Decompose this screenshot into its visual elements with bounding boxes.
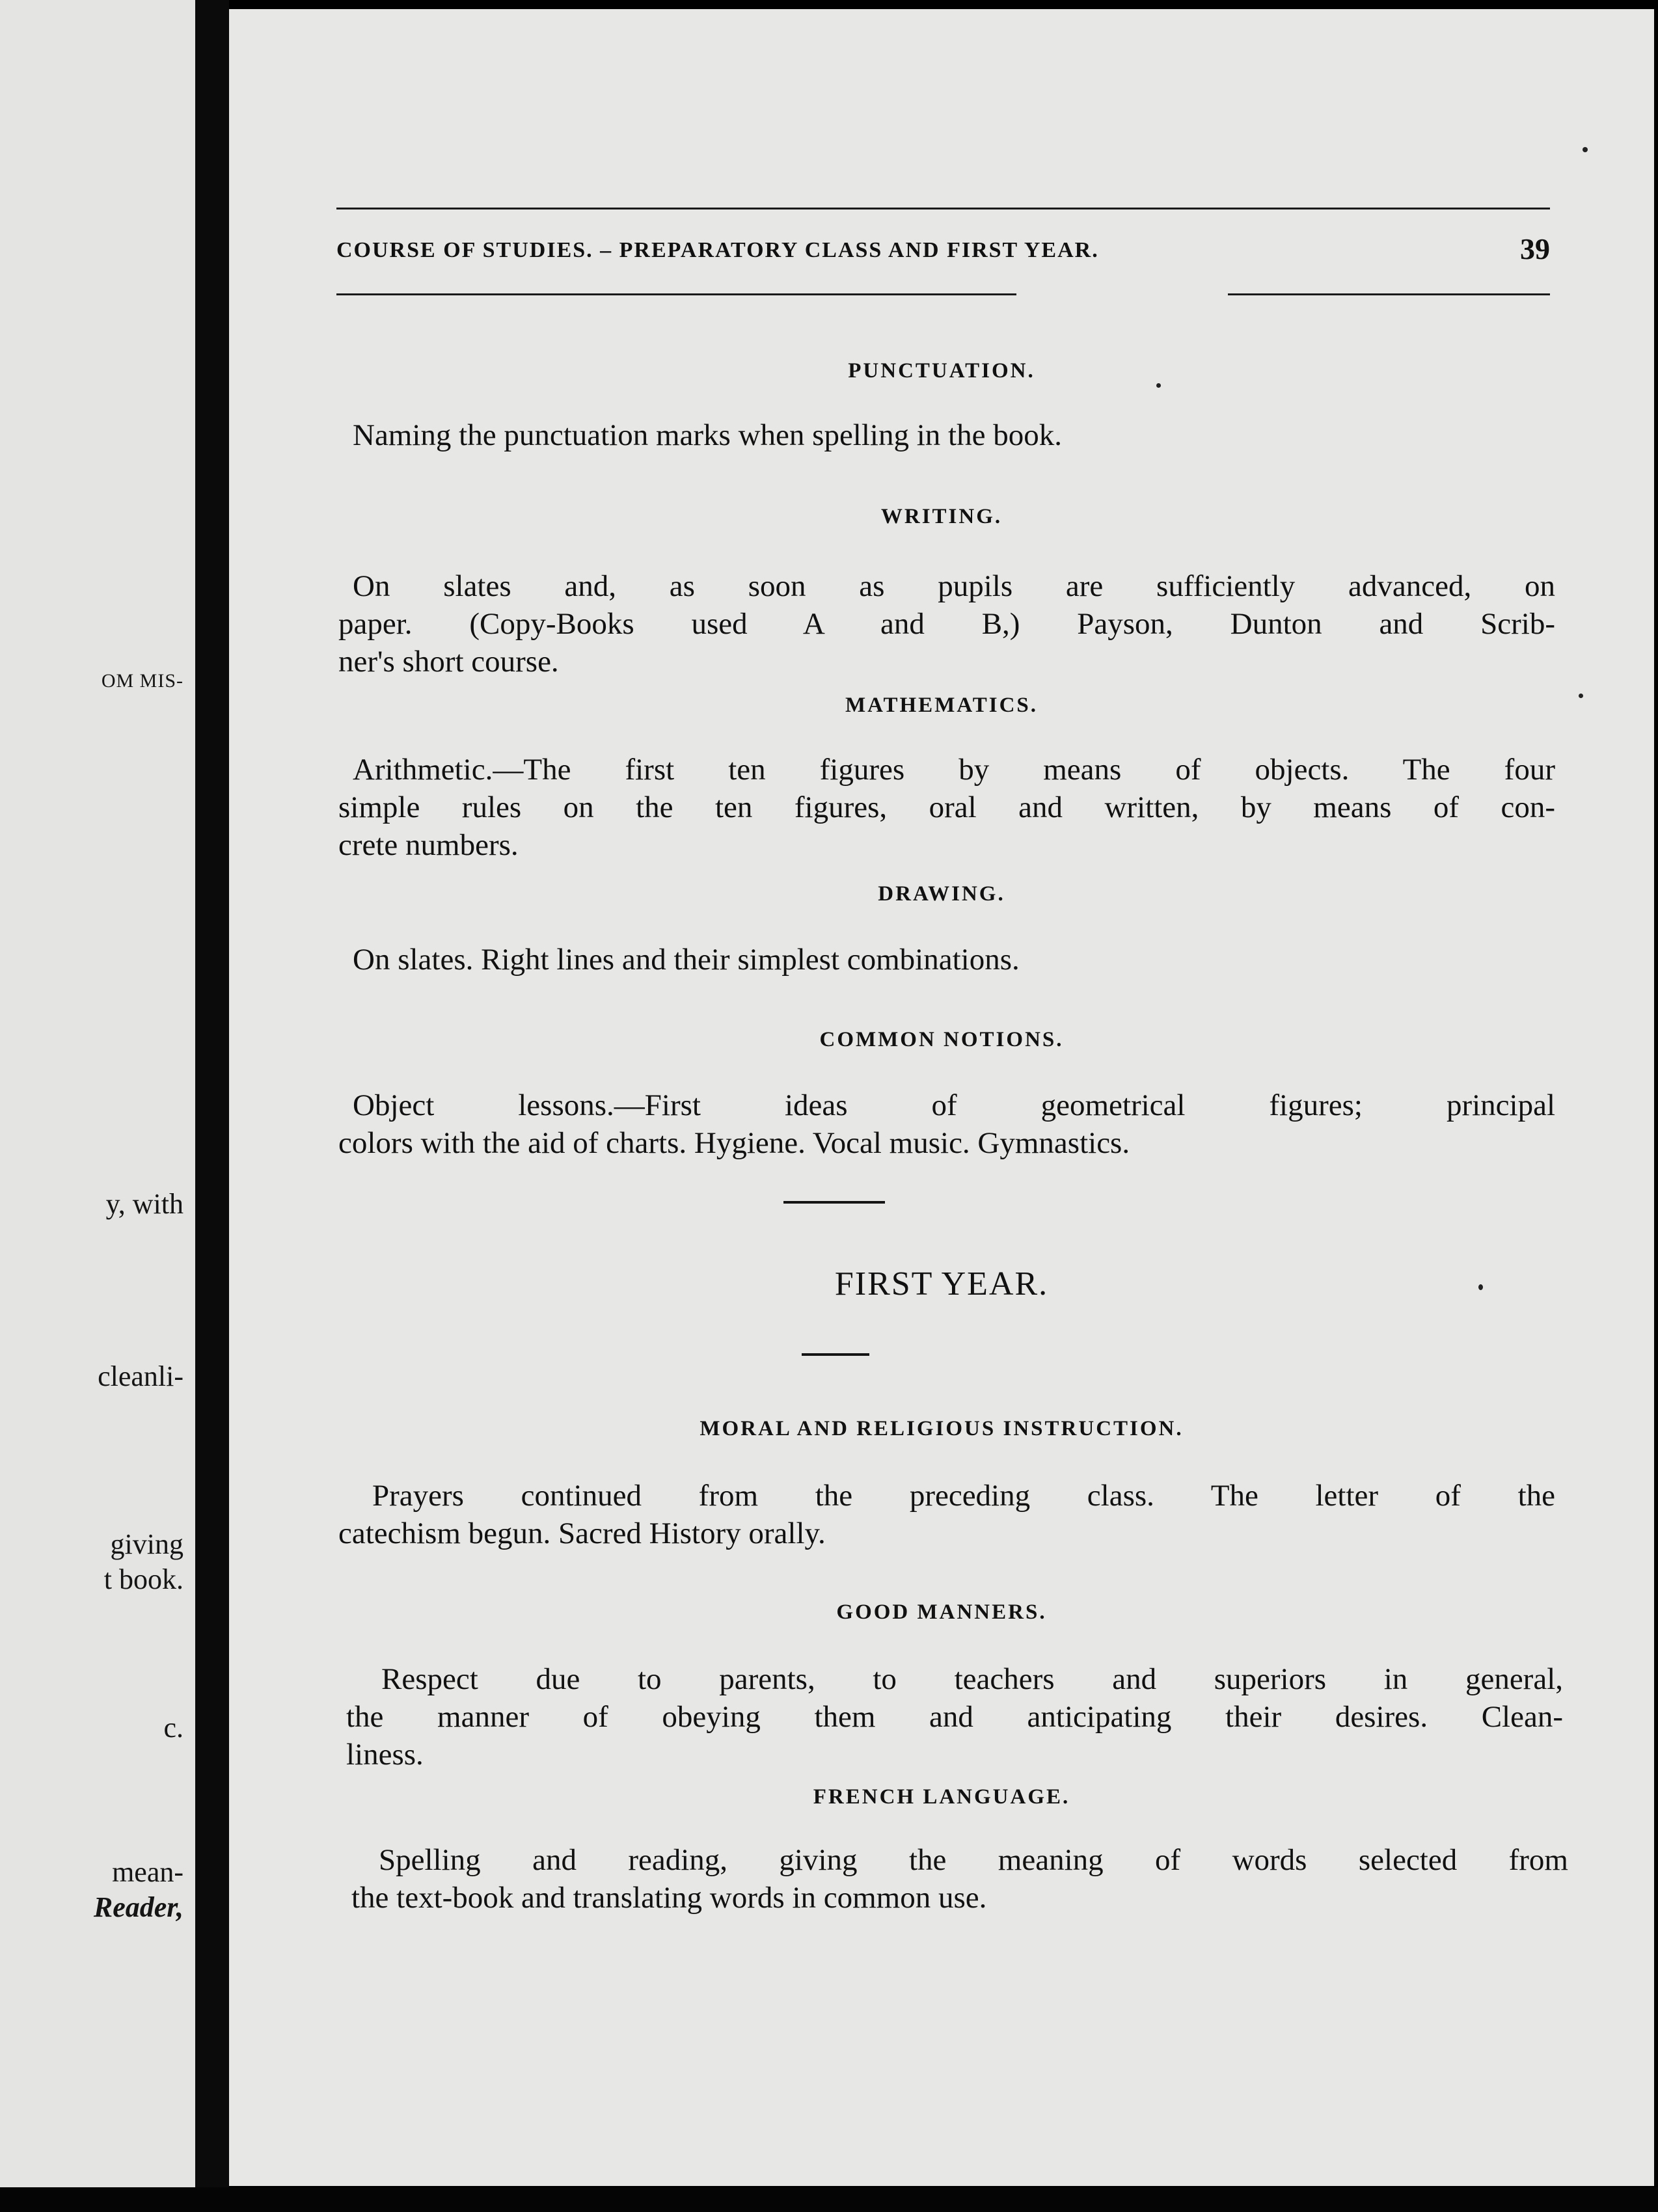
section-heading-mathematics: MATHEMATICS. (845, 694, 1039, 717)
running-header (336, 232, 1550, 265)
scan-speck (1579, 694, 1583, 698)
section-heading-drawing: DRAWING. (878, 882, 1005, 906)
first-year-title: FIRST YEAR. (834, 1265, 1049, 1302)
facing-page-fragment: cleanli- (98, 1360, 183, 1392)
section-heading-writing: WRITING. (880, 505, 1003, 528)
text-line: paper. (Copy-Books used A and B,) Payson, Dunton and Scrib- (338, 607, 1555, 641)
punctuation-paragraph (338, 416, 1555, 454)
book-page (229, 9, 1654, 2186)
page-number: 39 (1520, 232, 1550, 265)
text-line: Prayers continued from the preceding class. The letter of the (372, 1479, 1555, 1513)
drawing-paragraph (338, 941, 1555, 978)
section-heading-punctuation: PUNCTUATION. (848, 359, 1035, 383)
common-notions-paragraph (338, 1086, 1555, 1162)
text-line: Respect due to parents, to teachers and superiors in general, (381, 1662, 1563, 1696)
running-title: COURSE OF STUDIES. – PREPARATORY CLASS AND FIRST YEAR. (336, 238, 1099, 262)
section-divider-rule (783, 1201, 885, 1204)
facing-page-fragment: y, with (105, 1188, 183, 1220)
book-gutter (195, 0, 229, 2212)
text-line: Object lessons.—First ideas of geometrical figures; principal (353, 1088, 1555, 1122)
writing-paragraph (338, 567, 1555, 681)
text-line: ner's short course. (338, 645, 559, 679)
header-top-rule (336, 208, 1550, 209)
text-line: Arithmetic.—The first ten figures by means of objects. The four (353, 753, 1555, 787)
text-line: Spelling and reading, giving the meaning of words selected from (379, 1843, 1568, 1877)
section-divider-rule (802, 1353, 869, 1356)
scan-speck (1478, 1284, 1483, 1290)
text-line: On slates and, as soon as pupils are sufficiently advanced, on (353, 569, 1555, 603)
good-manners-paragraph (346, 1660, 1563, 1774)
facing-page-fragment: t book. (103, 1563, 183, 1595)
text-line: the text-book and translating words in common use. (351, 1881, 987, 1915)
mathematics-paragraph (338, 751, 1555, 864)
facing-page (0, 0, 195, 2192)
scan-speck (1583, 147, 1588, 152)
facing-page-fragment: OM MIS- (101, 670, 183, 692)
facing-page-fragment: mean- (112, 1856, 183, 1888)
section-heading-moral-instruction: MORAL AND RELIGIOUS INSTRUCTION. (700, 1417, 1184, 1440)
section-heading-good-manners: GOOD MANNERS. (836, 1600, 1047, 1624)
header-bottom-rule (1228, 293, 1550, 295)
text-line: the manner of obeying them and anticipating their desires. Clean- (346, 1700, 1563, 1734)
text-line: simple rules on the ten figures, oral and written, by means of con- (338, 790, 1555, 824)
facing-page-fragment: giving (110, 1528, 183, 1560)
scan-bottom-edge (0, 2187, 1658, 2212)
facing-page-fragment: Reader, (93, 1891, 183, 1923)
text-line: Naming the punctuation marks when spelling in the book. (353, 418, 1062, 452)
text-line: On slates. Right lines and their simplest combinations. (353, 943, 1020, 977)
scan-speck (1156, 383, 1161, 388)
text-line: catechism begun. Sacred History orally. (338, 1517, 826, 1550)
header-bottom-rule (336, 293, 1016, 295)
text-line: liness. (346, 1738, 424, 1772)
section-heading-french-language: FRENCH LANGUAGE. (813, 1785, 1070, 1809)
facing-page-fragment: c. (163, 1712, 183, 1744)
moral-instruction-paragraph (338, 1477, 1555, 1552)
french-language-paragraph (351, 1841, 1568, 1917)
section-heading-common-notions: COMMON NOTIONS. (819, 1028, 1064, 1051)
text-line: colors with the aid of charts. Hygiene. Vocal music. Gymnastics. (338, 1126, 1130, 1160)
text-line: crete numbers. (338, 828, 519, 862)
